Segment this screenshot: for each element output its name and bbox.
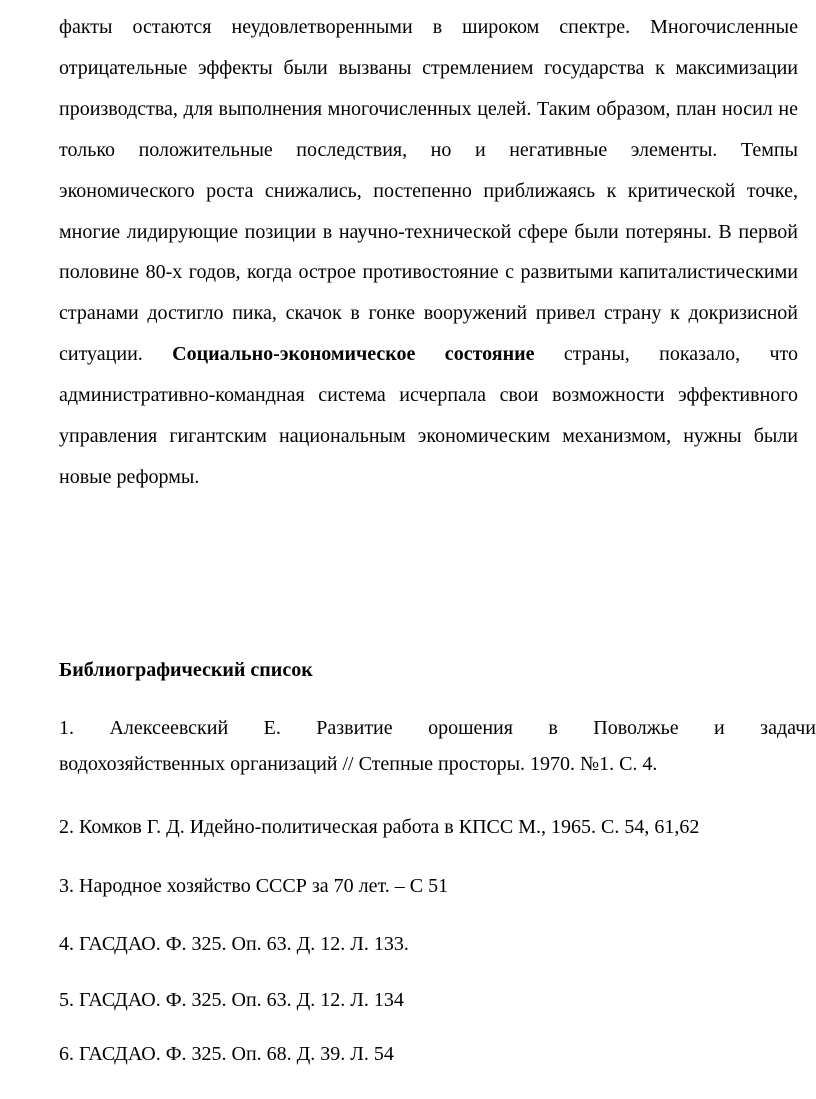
reference-1-line-2: водохозяйственных организаций // Степные просторы. 1970. №1. С. 4. [59,753,658,775]
ref1-word: орошения [428,717,513,739]
paragraph-bold-phrase: Социально-экономическое состояние [172,343,535,366]
ref1-word: Развитие [316,717,393,739]
reference-5: 5. ГАСДАО. Ф. 325. Оп. 63. Д. 12. Л. 134 [59,989,404,1011]
ref1-word: Алексеевский [109,717,229,739]
reference-1-line-1 [59,710,816,746]
reference-6: 6. ГАСДАО. Ф. 325. Оп. 68. Д. 39. Л. 54 [59,1043,394,1065]
paragraph-text-after: страны, показало, что административно-командная система исчерпала свои возможности эффективного управления гигантским национальным экономическим механизмом, нужны были новые реформы. [59,343,799,488]
bibliography-title: Библиографический список [59,659,313,681]
reference-3: 3. Народное хозяйство СССР за 70 лет. – С 51 [59,875,449,897]
ref1-word: Е. [263,717,281,739]
body-paragraph [59,7,798,498]
ref1-word: в [548,717,558,739]
reference-1 [59,710,816,782]
ref1-word: 1. [59,717,74,739]
ref1-word: Поволжье [593,717,679,739]
paragraph-text-before: факты остаются неудовлетворенными в широком спектре. Многочисленные отрицательные эффекты были вызваны стремлением государства к максимизации производства, для выполнения многочисленных целей. Таким образом, план носил не только положительные последствия, но и негативные элементы. Темпы экономического роста снижались, постепенно приближаясь к критической точке, многие лидирующие позиции в научно-технической сфере были потеряны. В первой половине 80-х годов, когда острое противостояние с развитыми капиталистическими странами достигло пика, скачок в гонке вооружений привел страну к докризисной ситуации. [59,16,798,366]
ref1-word: и [714,717,725,739]
ref1-word: задачи [760,717,816,739]
reference-4: 4. ГАСДАО. Ф. 325. Оп. 63. Д. 12. Л. 133. [59,933,409,955]
reference-2: 2. Комков Г. Д. Идейно-политическая работа в КПСС М., 1965. С. 54, 61,62 [59,816,700,838]
